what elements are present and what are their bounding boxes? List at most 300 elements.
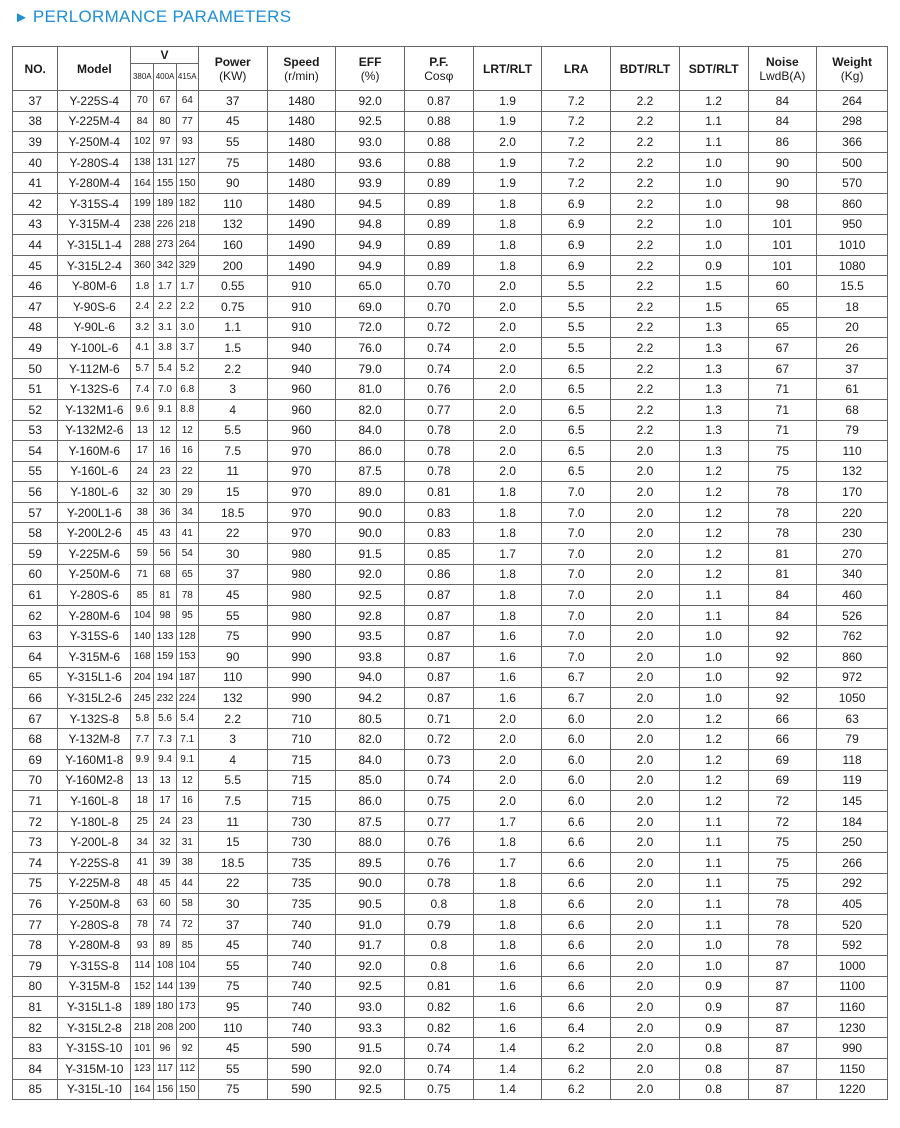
col-no: NO.	[13, 47, 58, 91]
cell-noise: 87	[748, 1058, 817, 1079]
cell-v415: 187	[176, 667, 198, 688]
cell-no: 44	[13, 235, 58, 256]
cell-noise: 92	[748, 647, 817, 668]
cell-v380: 63	[131, 894, 154, 915]
cell-eff: 82.0	[336, 399, 405, 420]
cell-no: 77	[13, 914, 58, 935]
cell-weight: 61	[817, 379, 888, 400]
cell-weight: 37	[817, 358, 888, 379]
cell-v380: 9.6	[131, 399, 154, 420]
cell-speed: 730	[267, 832, 336, 853]
cell-weight: 145	[817, 791, 888, 812]
cell-speed: 740	[267, 1017, 336, 1038]
cell-model: Y-132S-6	[58, 379, 131, 400]
cell-v400: 226	[154, 214, 176, 235]
cell-no: 58	[13, 523, 58, 544]
cell-weight: 592	[817, 935, 888, 956]
cell-lrt: 1.8	[473, 873, 542, 894]
cell-weight: 270	[817, 544, 888, 565]
table-row	[13, 358, 888, 379]
cell-v415: 139	[176, 976, 198, 997]
cell-sdt: 1.0	[679, 193, 748, 214]
cell-noise: 84	[748, 585, 817, 606]
cell-lra: 6.9	[542, 193, 611, 214]
cell-model: Y-160L-6	[58, 461, 131, 482]
cell-lrt: 1.7	[473, 811, 542, 832]
cell-model: Y-280M-8	[58, 935, 131, 956]
cell-weight: 460	[817, 585, 888, 606]
cell-eff: 94.9	[336, 255, 405, 276]
cell-eff: 91.0	[336, 914, 405, 935]
cell-lrt: 2.0	[473, 729, 542, 750]
cell-no: 40	[13, 152, 58, 173]
cell-pf: 0.78	[404, 441, 473, 462]
cell-lra: 5.5	[542, 276, 611, 297]
performance-table	[12, 46, 888, 1100]
cell-eff: 93.5	[336, 626, 405, 647]
cell-v415: 2.2	[176, 296, 198, 317]
cell-pf: 0.88	[404, 132, 473, 153]
cell-v400: 155	[154, 173, 176, 194]
cell-v380: 59	[131, 544, 154, 565]
cell-bdt: 2.0	[611, 894, 680, 915]
cell-speed: 740	[267, 997, 336, 1018]
cell-sdt: 1.2	[679, 729, 748, 750]
cell-pf: 0.87	[404, 688, 473, 709]
cell-lrt: 2.0	[473, 317, 542, 338]
col-v380: 380A	[131, 64, 154, 91]
cell-noise: 75	[748, 441, 817, 462]
cell-lra: 7.0	[542, 626, 611, 647]
cell-model: Y-315L2-8	[58, 1017, 131, 1038]
cell-bdt: 2.0	[611, 1058, 680, 1079]
col-lra: LRA	[542, 47, 611, 91]
cell-pf: 0.87	[404, 626, 473, 647]
cell-v415: 85	[176, 935, 198, 956]
cell-v380: 104	[131, 605, 154, 626]
cell-speed: 970	[267, 502, 336, 523]
cell-eff: 91.5	[336, 544, 405, 565]
cell-bdt: 2.0	[611, 770, 680, 791]
cell-sdt: 0.9	[679, 1017, 748, 1038]
cell-eff: 65.0	[336, 276, 405, 297]
cell-no: 73	[13, 832, 58, 853]
cell-v400: 97	[154, 132, 176, 153]
cell-noise: 71	[748, 420, 817, 441]
cell-no: 39	[13, 132, 58, 153]
cell-model: Y-225M-8	[58, 873, 131, 894]
cell-weight: 520	[817, 914, 888, 935]
cell-speed: 1490	[267, 214, 336, 235]
cell-power: 45	[198, 111, 267, 132]
table-row	[13, 955, 888, 976]
cell-sdt: 1.1	[679, 914, 748, 935]
cell-weight: 68	[817, 399, 888, 420]
cell-power: 15	[198, 482, 267, 503]
cell-v380: 245	[131, 688, 154, 709]
cell-bdt: 2.2	[611, 399, 680, 420]
cell-v380: 48	[131, 873, 154, 894]
cell-sdt: 1.0	[679, 667, 748, 688]
cell-weight: 526	[817, 605, 888, 626]
cell-speed: 980	[267, 564, 336, 585]
cell-v415: 34	[176, 502, 198, 523]
table-row	[13, 544, 888, 565]
col-v400: 400A	[154, 64, 176, 91]
table-row	[13, 317, 888, 338]
cell-weight: 15.5	[817, 276, 888, 297]
cell-power: 95	[198, 997, 267, 1018]
cell-power: 45	[198, 935, 267, 956]
cell-lra: 6.4	[542, 1017, 611, 1038]
cell-model: Y-225M-6	[58, 544, 131, 565]
cell-speed: 960	[267, 379, 336, 400]
cell-v400: 180	[154, 997, 176, 1018]
cell-lrt: 1.8	[473, 935, 542, 956]
col-voltage: V	[131, 47, 199, 64]
cell-weight: 119	[817, 770, 888, 791]
cell-v400: 232	[154, 688, 176, 709]
cell-pf: 0.87	[404, 91, 473, 112]
cell-v400: 342	[154, 255, 176, 276]
cell-no: 62	[13, 605, 58, 626]
cell-lrt: 2.0	[473, 420, 542, 441]
cell-noise: 67	[748, 338, 817, 359]
cell-lrt: 1.8	[473, 832, 542, 853]
cell-v380: 152	[131, 976, 154, 997]
cell-v380: 78	[131, 914, 154, 935]
cell-v380: 199	[131, 193, 154, 214]
col-lrt: LRT/RLT	[473, 47, 542, 91]
cell-lra: 6.7	[542, 688, 611, 709]
cell-v400: 60	[154, 894, 176, 915]
cell-lrt: 2.0	[473, 770, 542, 791]
cell-v380: 45	[131, 523, 154, 544]
cell-weight: 230	[817, 523, 888, 544]
cell-lra: 5.5	[542, 338, 611, 359]
cell-weight: 26	[817, 338, 888, 359]
table-row	[13, 502, 888, 523]
cell-sdt: 1.3	[679, 441, 748, 462]
cell-model: Y-250M-6	[58, 564, 131, 585]
cell-noise: 101	[748, 214, 817, 235]
cell-no: 66	[13, 688, 58, 709]
cell-model: Y-315M-6	[58, 647, 131, 668]
cell-bdt: 2.0	[611, 852, 680, 873]
cell-model: Y-315L1-4	[58, 235, 131, 256]
cell-pf: 0.89	[404, 235, 473, 256]
cell-weight: 990	[817, 1038, 888, 1059]
cell-v400: 17	[154, 791, 176, 812]
cell-lra: 6.6	[542, 811, 611, 832]
table-row	[13, 667, 888, 688]
cell-pf: 0.79	[404, 914, 473, 935]
cell-bdt: 2.0	[611, 1038, 680, 1059]
table-header	[13, 47, 888, 91]
cell-speed: 940	[267, 338, 336, 359]
cell-noise: 101	[748, 255, 817, 276]
cell-no: 81	[13, 997, 58, 1018]
cell-eff: 93.3	[336, 1017, 405, 1038]
table-row	[13, 750, 888, 771]
cell-v400: 3.1	[154, 317, 176, 338]
cell-lra: 7.2	[542, 152, 611, 173]
cell-speed: 970	[267, 461, 336, 482]
cell-lrt: 1.6	[473, 997, 542, 1018]
cell-speed: 710	[267, 708, 336, 729]
cell-v400: 159	[154, 647, 176, 668]
cell-lra: 6.5	[542, 399, 611, 420]
cell-no: 85	[13, 1079, 58, 1100]
table-row	[13, 235, 888, 256]
cell-eff: 91.7	[336, 935, 405, 956]
cell-lra: 5.5	[542, 296, 611, 317]
cell-v400: 30	[154, 482, 176, 503]
cell-model: Y-180L-8	[58, 811, 131, 832]
cell-pf: 0.86	[404, 564, 473, 585]
cell-eff: 91.5	[336, 1038, 405, 1059]
cell-v415: 92	[176, 1038, 198, 1059]
cell-weight: 972	[817, 667, 888, 688]
cell-eff: 93.6	[336, 152, 405, 173]
cell-pf: 0.70	[404, 276, 473, 297]
cell-noise: 92	[748, 626, 817, 647]
cell-v400: 24	[154, 811, 176, 832]
cell-v400: 98	[154, 605, 176, 626]
cell-bdt: 2.0	[611, 750, 680, 771]
cell-power: 7.5	[198, 791, 267, 812]
cell-bdt: 2.0	[611, 935, 680, 956]
cell-pf: 0.88	[404, 111, 473, 132]
cell-eff: 89.5	[336, 852, 405, 873]
cell-lrt: 2.0	[473, 791, 542, 812]
cell-lrt: 1.6	[473, 955, 542, 976]
cell-weight: 1000	[817, 955, 888, 976]
cell-noise: 69	[748, 770, 817, 791]
cell-pf: 0.78	[404, 873, 473, 894]
cell-lrt: 1.7	[473, 544, 542, 565]
cell-v415: 12	[176, 770, 198, 791]
cell-model: Y-315S-8	[58, 955, 131, 976]
section-title: PERLORMANCE PARAMETERS	[32, 7, 292, 26]
cell-v380: 32	[131, 482, 154, 503]
cell-eff: 93.0	[336, 132, 405, 153]
cell-sdt: 1.2	[679, 770, 748, 791]
cell-pf: 0.89	[404, 193, 473, 214]
cell-v380: 238	[131, 214, 154, 235]
table-row	[13, 193, 888, 214]
cell-lrt: 1.8	[473, 564, 542, 585]
table-row	[13, 1017, 888, 1038]
cell-v400: 7.0	[154, 379, 176, 400]
cell-lra: 6.9	[542, 255, 611, 276]
cell-eff: 90.0	[336, 523, 405, 544]
cell-power: 22	[198, 873, 267, 894]
cell-noise: 72	[748, 791, 817, 812]
cell-pf: 0.81	[404, 482, 473, 503]
cell-no: 42	[13, 193, 58, 214]
cell-no: 38	[13, 111, 58, 132]
cell-speed: 910	[267, 296, 336, 317]
cell-weight: 20	[817, 317, 888, 338]
cell-bdt: 2.0	[611, 441, 680, 462]
table-row	[13, 1079, 888, 1100]
cell-power: 37	[198, 564, 267, 585]
cell-speed: 1490	[267, 235, 336, 256]
cell-power: 75	[198, 626, 267, 647]
cell-v415: 23	[176, 811, 198, 832]
cell-bdt: 2.0	[611, 997, 680, 1018]
cell-no: 78	[13, 935, 58, 956]
cell-pf: 0.89	[404, 214, 473, 235]
cell-v400: 68	[154, 564, 176, 585]
cell-lra: 6.0	[542, 770, 611, 791]
col-power: Power (KW)	[198, 47, 267, 91]
cell-v415: 44	[176, 873, 198, 894]
cell-lra: 6.0	[542, 708, 611, 729]
cell-power: 2.2	[198, 708, 267, 729]
col-sdt: SDT/RLT	[679, 47, 748, 91]
cell-model: Y-225S-8	[58, 852, 131, 873]
cell-weight: 366	[817, 132, 888, 153]
cell-power: 55	[198, 1058, 267, 1079]
cell-power: 2.2	[198, 358, 267, 379]
cell-model: Y-160M2-8	[58, 770, 131, 791]
cell-pf: 0.88	[404, 152, 473, 173]
cell-pf: 0.71	[404, 708, 473, 729]
cell-sdt: 1.2	[679, 564, 748, 585]
cell-eff: 80.5	[336, 708, 405, 729]
cell-speed: 590	[267, 1038, 336, 1059]
cell-no: 82	[13, 1017, 58, 1038]
cell-bdt: 2.0	[611, 955, 680, 976]
cell-bdt: 2.0	[611, 914, 680, 935]
cell-no: 61	[13, 585, 58, 606]
cell-pf: 0.73	[404, 750, 473, 771]
cell-speed: 990	[267, 667, 336, 688]
cell-pf: 0.8	[404, 894, 473, 915]
cell-lrt: 1.4	[473, 1079, 542, 1100]
table-row	[13, 91, 888, 112]
cell-lrt: 2.0	[473, 338, 542, 359]
cell-power: 110	[198, 193, 267, 214]
table-row	[13, 255, 888, 276]
cell-sdt: 1.2	[679, 482, 748, 503]
cell-power: 37	[198, 914, 267, 935]
cell-pf: 0.89	[404, 255, 473, 276]
cell-lrt: 1.6	[473, 647, 542, 668]
cell-lrt: 1.4	[473, 1058, 542, 1079]
col-speed: Speed (r/min)	[267, 47, 336, 91]
cell-v400: 96	[154, 1038, 176, 1059]
cell-weight: 118	[817, 750, 888, 771]
cell-bdt: 2.0	[611, 976, 680, 997]
cell-bdt: 2.2	[611, 235, 680, 256]
cell-sdt: 1.0	[679, 935, 748, 956]
cell-lra: 6.0	[542, 791, 611, 812]
cell-sdt: 1.0	[679, 235, 748, 256]
cell-noise: 78	[748, 935, 817, 956]
cell-v415: 78	[176, 585, 198, 606]
cell-power: 55	[198, 955, 267, 976]
cell-v415: 104	[176, 955, 198, 976]
cell-pf: 0.70	[404, 296, 473, 317]
cell-power: 110	[198, 1017, 267, 1038]
cell-noise: 65	[748, 317, 817, 338]
cell-lra: 7.0	[542, 605, 611, 626]
cell-v380: 9.9	[131, 750, 154, 771]
cell-weight: 1220	[817, 1079, 888, 1100]
cell-lra: 6.6	[542, 873, 611, 894]
cell-sdt: 1.1	[679, 111, 748, 132]
cell-bdt: 2.0	[611, 502, 680, 523]
cell-weight: 298	[817, 111, 888, 132]
cell-speed: 1480	[267, 91, 336, 112]
cell-pf: 0.85	[404, 544, 473, 565]
cell-lra: 7.0	[542, 502, 611, 523]
cell-lra: 6.9	[542, 214, 611, 235]
cell-speed: 910	[267, 276, 336, 297]
cell-noise: 81	[748, 564, 817, 585]
table-row	[13, 894, 888, 915]
cell-v400: 144	[154, 976, 176, 997]
cell-no: 53	[13, 420, 58, 441]
cell-v380: 24	[131, 461, 154, 482]
cell-model: Y-180L-6	[58, 482, 131, 503]
cell-no: 52	[13, 399, 58, 420]
cell-model: Y-132M2-6	[58, 420, 131, 441]
cell-power: 160	[198, 235, 267, 256]
cell-no: 71	[13, 791, 58, 812]
cell-lrt: 2.0	[473, 296, 542, 317]
cell-speed: 990	[267, 647, 336, 668]
cell-noise: 78	[748, 914, 817, 935]
cell-model: Y-80M-6	[58, 276, 131, 297]
cell-lrt: 1.8	[473, 914, 542, 935]
cell-speed: 715	[267, 770, 336, 791]
cell-no: 51	[13, 379, 58, 400]
cell-lrt: 1.8	[473, 235, 542, 256]
cell-no: 74	[13, 852, 58, 873]
cell-weight: 1010	[817, 235, 888, 256]
cell-pf: 0.82	[404, 997, 473, 1018]
cell-sdt: 1.3	[679, 420, 748, 441]
cell-eff: 92.5	[336, 1079, 405, 1100]
cell-eff: 82.0	[336, 729, 405, 750]
cell-weight: 950	[817, 214, 888, 235]
cell-lrt: 1.6	[473, 667, 542, 688]
cell-sdt: 1.1	[679, 585, 748, 606]
cell-weight: 63	[817, 708, 888, 729]
cell-speed: 910	[267, 317, 336, 338]
cell-noise: 78	[748, 482, 817, 503]
cell-lra: 6.5	[542, 461, 611, 482]
cell-model: Y-112M-6	[58, 358, 131, 379]
cell-lra: 6.6	[542, 894, 611, 915]
cell-sdt: 1.0	[679, 955, 748, 976]
cell-lra: 7.0	[542, 647, 611, 668]
cell-speed: 715	[267, 750, 336, 771]
cell-power: 55	[198, 605, 267, 626]
cell-noise: 92	[748, 667, 817, 688]
cell-v415: 72	[176, 914, 198, 935]
cell-power: 30	[198, 894, 267, 915]
cell-sdt: 1.2	[679, 91, 748, 112]
cell-power: 11	[198, 461, 267, 482]
cell-eff: 94.9	[336, 235, 405, 256]
cell-model: Y-160M-6	[58, 441, 131, 462]
cell-weight: 132	[817, 461, 888, 482]
